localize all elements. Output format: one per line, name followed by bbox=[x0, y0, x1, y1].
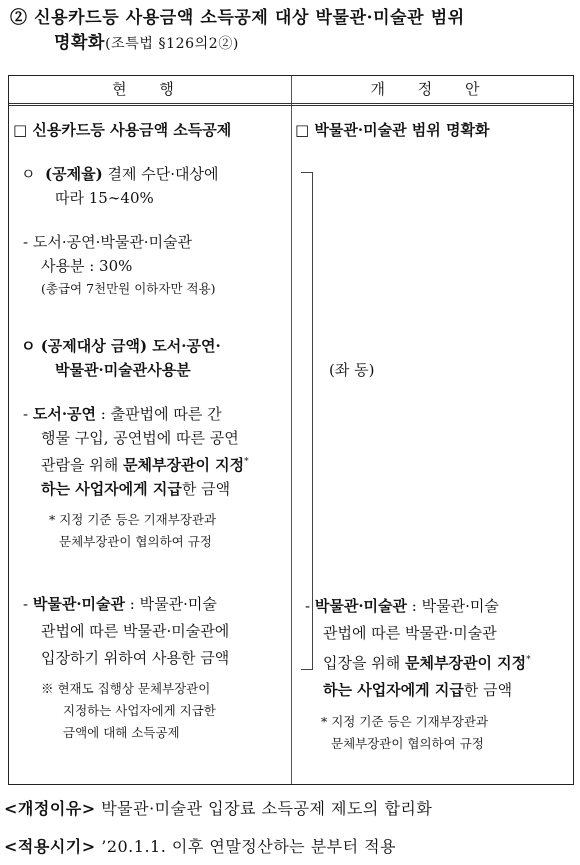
proposed-line-4-rest: 한 금액 bbox=[463, 681, 513, 699]
current-sub-culture bbox=[23, 230, 216, 300]
checkbox-square-icon: □ bbox=[13, 121, 28, 139]
museum-note-line-1: ※ 현재도 집행상 문체부장관이 bbox=[41, 681, 211, 696]
dash-mark: - bbox=[23, 405, 33, 423]
current-sub-book-performance bbox=[23, 402, 249, 553]
rate-line-2: 따라 15∼40% bbox=[55, 189, 154, 207]
footnote-star: * bbox=[244, 457, 249, 467]
header-proposed: 개 정 안 bbox=[370, 80, 494, 98]
heading-bold-part: 명확화 bbox=[54, 33, 106, 53]
book-performance-label: 도서·공연 bbox=[32, 405, 97, 423]
dash-mark: - bbox=[23, 595, 33, 613]
comparison-table bbox=[8, 75, 574, 785]
proposed-line-3-plain: 입장을 위해 bbox=[323, 654, 405, 672]
museum-label: 박물관·미술관 bbox=[32, 595, 126, 613]
table-header-row bbox=[9, 76, 573, 106]
museum-line-1: : 박물관·미술 bbox=[125, 595, 217, 613]
rate-line-1: 결제 수단·대상에 bbox=[102, 165, 219, 183]
current-sub-museum bbox=[23, 592, 229, 744]
reason-tag: <개정이유> bbox=[4, 799, 96, 818]
culture-line-2: 사용분 : 30% bbox=[41, 257, 133, 275]
proposed-note-line-1: * 지정 기준 등은 기재부장관과 bbox=[321, 714, 489, 729]
amount-line-1: ㅇ (공제대상 금액) 도서·공연· bbox=[21, 337, 221, 355]
current-item-amount bbox=[21, 334, 221, 382]
apply-text: ’20.1.1. 이후 연말정산하는 분부터 적용 bbox=[95, 837, 397, 856]
proposed-museum-label: 박물관·미술관 bbox=[314, 597, 408, 615]
apply-line bbox=[4, 835, 396, 859]
footnote-star: * bbox=[526, 655, 531, 665]
proposed-line-2: 관법에 따른 박물관·미술관 bbox=[323, 624, 497, 642]
museum-line-2: 관법에 따른 박물관·미술관에 bbox=[41, 622, 230, 640]
amount-line-2: 박물관·미술관사용분 bbox=[55, 361, 191, 379]
book-line-3-plain: 관람을 위해 bbox=[41, 456, 123, 474]
reason-line bbox=[4, 797, 432, 821]
book-line-2: 행물 구입, 공연법에 따른 공연 bbox=[41, 429, 239, 447]
proposed-sub-museum bbox=[305, 594, 531, 755]
book-line-4-bold: 하는 사업자에게 지급 bbox=[41, 480, 182, 498]
proposed-line-4 bbox=[305, 675, 531, 705]
header-current: 현 행 bbox=[112, 80, 188, 98]
book-note-line-2: 문체부장관이 협의하여 규정 bbox=[59, 534, 212, 549]
heading-line-2 bbox=[10, 31, 575, 57]
reason-text: 박물관·미술관 입장료 소득공제 제도의 합리화 bbox=[95, 799, 433, 818]
current-title-text: 신용카드등 사용금액 소득공제 bbox=[32, 121, 232, 139]
dash-mark: - bbox=[305, 597, 315, 615]
same-as-left-label: (좌 동) bbox=[329, 361, 375, 379]
column-divider bbox=[291, 76, 292, 784]
museum-note-line-3: 금액에 대해 소득공제 bbox=[63, 725, 180, 740]
culture-line-1: - 도서·공연·박물관·미술관 bbox=[23, 233, 193, 251]
bullet-circle-icon: ㅇ bbox=[21, 165, 36, 183]
proposed-note-line-2: 문체부장관이 협의하여 규정 bbox=[331, 736, 484, 751]
proposed-title bbox=[295, 118, 489, 142]
apply-tag: <적용시기> bbox=[4, 837, 96, 856]
museum-line-3: 입장하기 위하여 사용한 금액 bbox=[41, 649, 230, 667]
rate-label: (공제율) bbox=[45, 165, 103, 183]
museum-note-line-2: 지정하는 사업자에게 지급한 bbox=[63, 703, 216, 718]
proposed-line-1: : 박물관·미술 bbox=[407, 597, 499, 615]
section-heading bbox=[10, 6, 575, 57]
checkbox-square-icon: □ bbox=[295, 121, 310, 139]
proposed-line-4-bold: 하는 사업자에게 지급 bbox=[323, 681, 464, 699]
book-note-line-1: * 지정 기준 등은 기재부장관과 bbox=[49, 512, 217, 527]
proposed-line-3 bbox=[305, 648, 531, 675]
heading-line-1: ② 신용카드등 사용금액 소득공제 대상 박물관·미술관 범위 bbox=[10, 8, 465, 28]
book-line-4 bbox=[23, 477, 249, 501]
book-line-3 bbox=[23, 450, 249, 477]
proposed-line-3-bold: 문체부장관이 지정 bbox=[405, 654, 527, 672]
culture-note: (총급여 7천만원 이하자만 적용) bbox=[41, 281, 216, 296]
current-title bbox=[13, 118, 231, 142]
proposed-title-text: 박물관·미술관 범위 명확화 bbox=[314, 121, 490, 139]
law-reference: (조특법 §126의2②) bbox=[105, 36, 239, 52]
book-line-4-rest: 한 금액 bbox=[181, 480, 231, 498]
book-line-3-bold: 문체부장관이 지정 bbox=[123, 456, 245, 474]
book-line-1: : 출판법에 따른 간 bbox=[96, 405, 222, 423]
current-item-rate bbox=[21, 162, 218, 210]
